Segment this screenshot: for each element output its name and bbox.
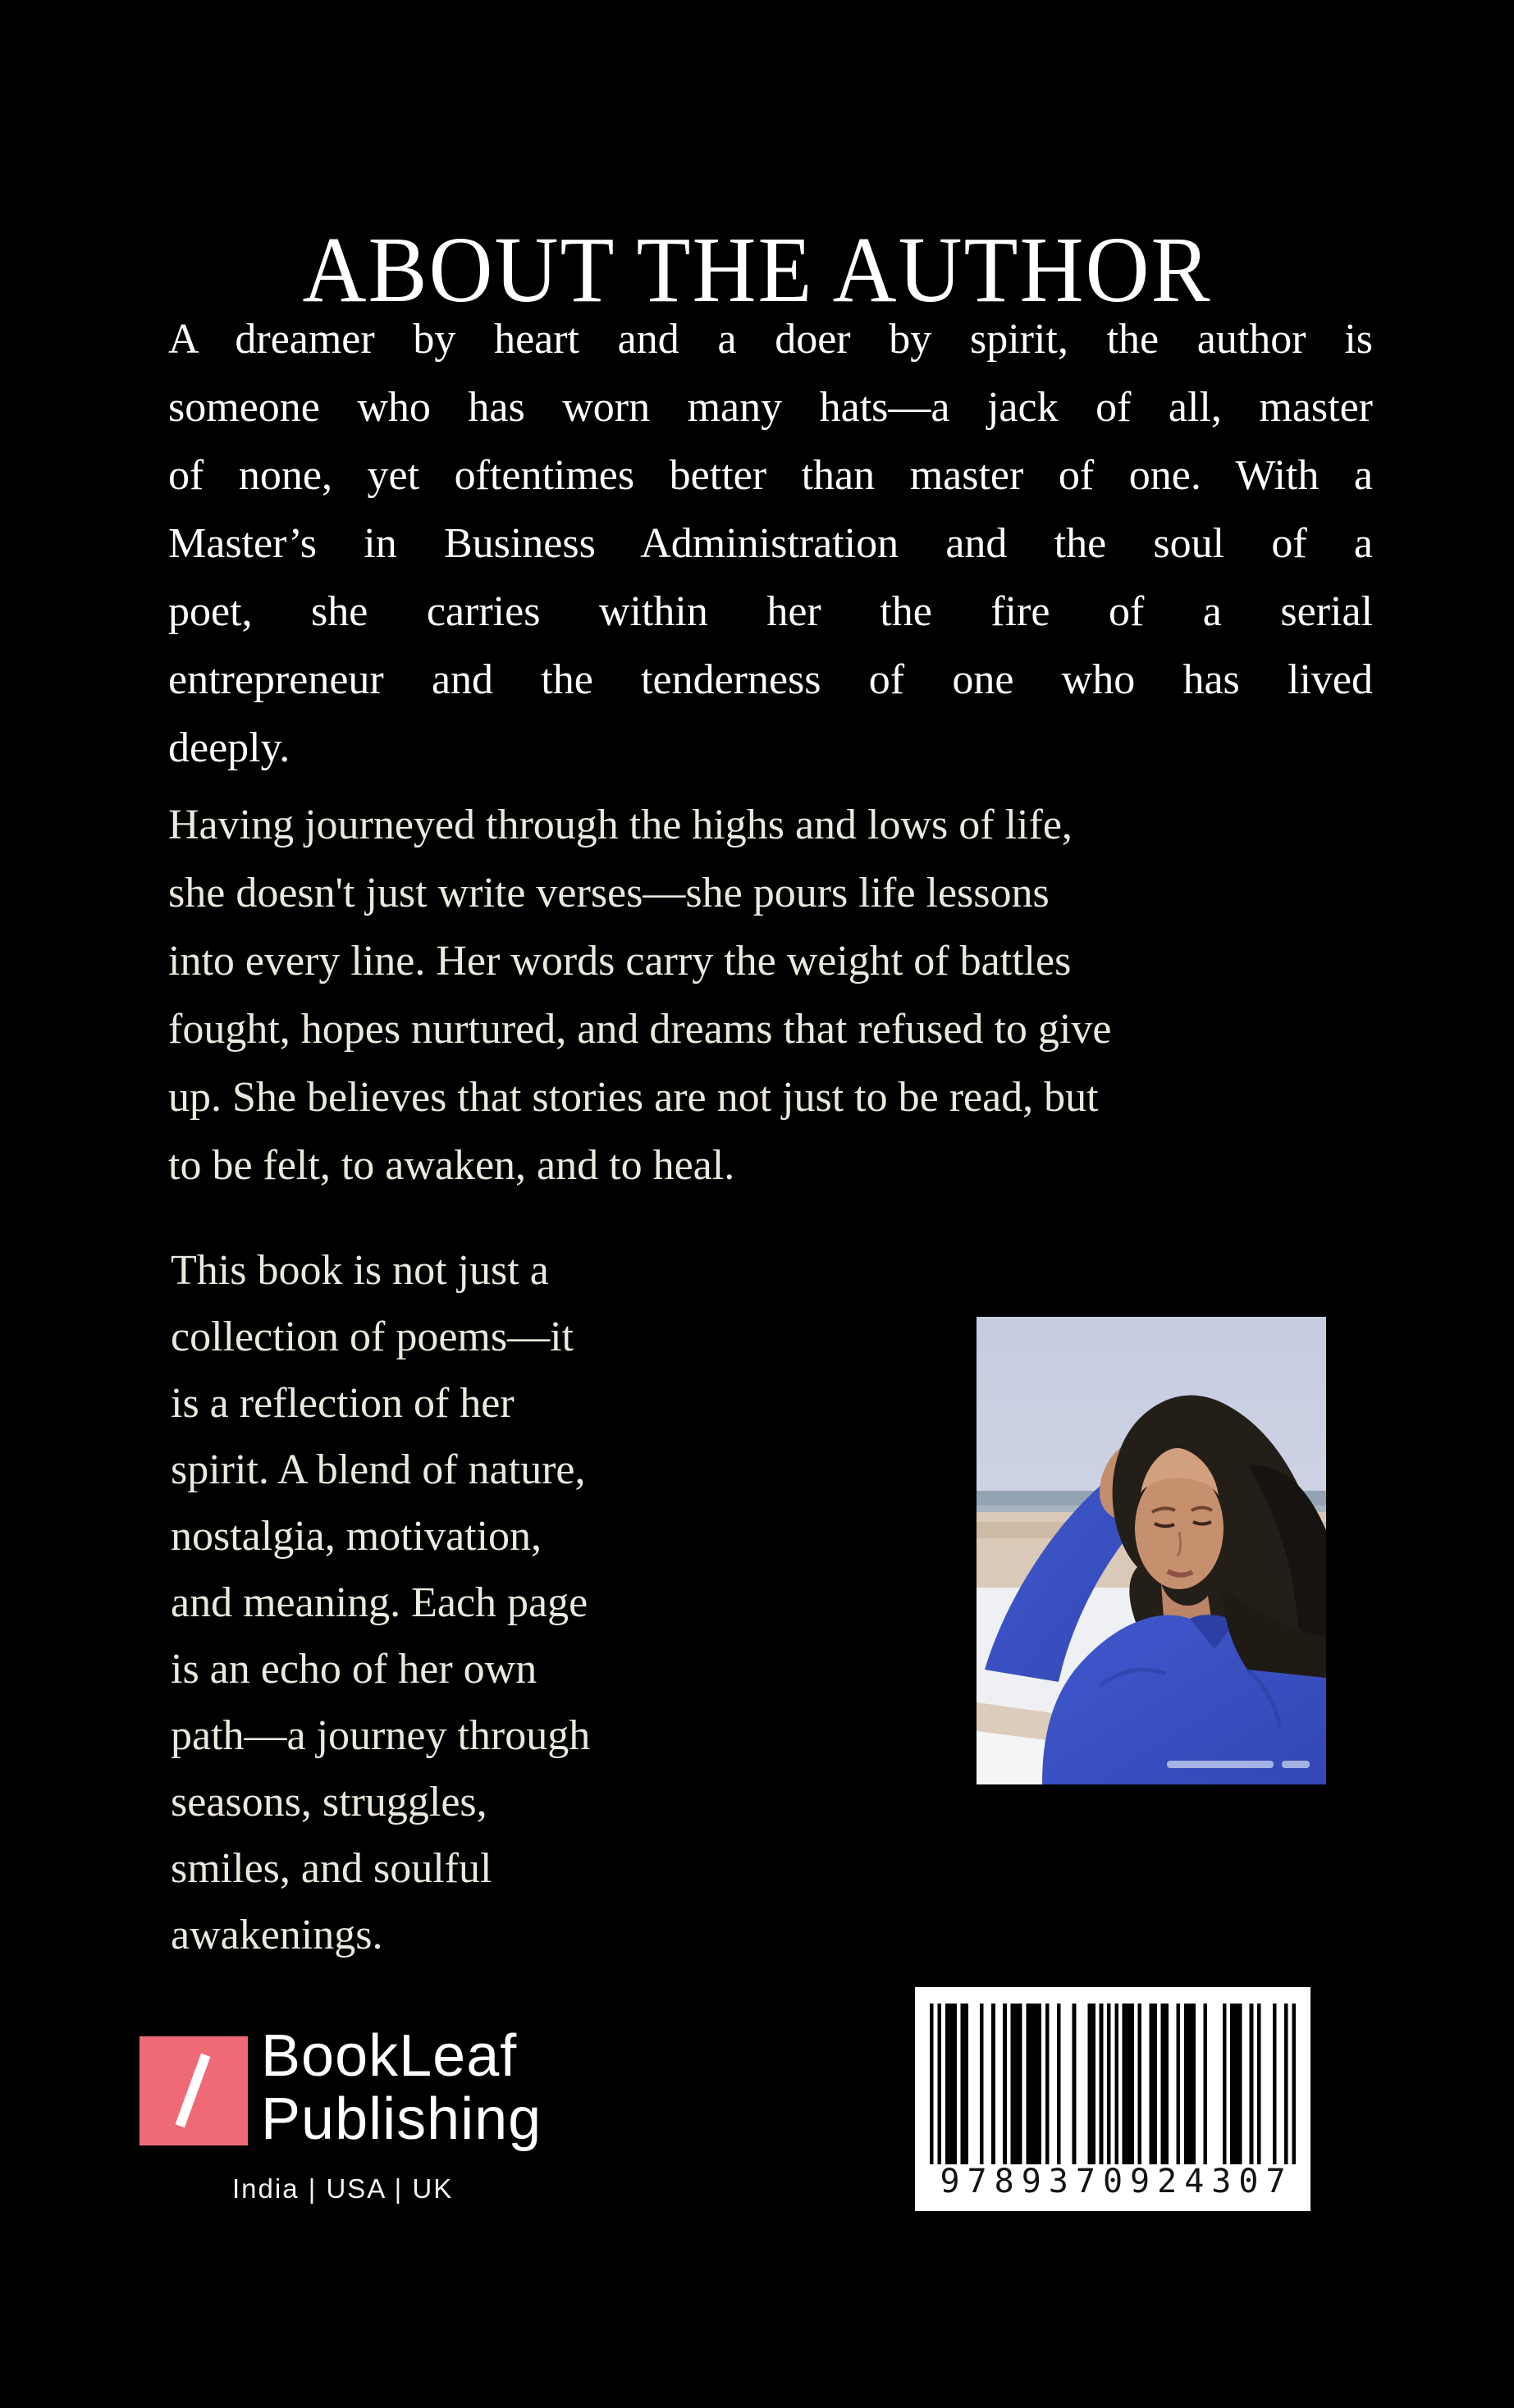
text-line: seasons, struggles, <box>171 1779 487 1825</box>
text-line: Master’s in Business Administration and the soul of a <box>168 520 1373 567</box>
text-line: spirit. A blend of nature, <box>171 1446 586 1493</box>
text-line: Having journeyed through the highs and lows of life, <box>168 802 1073 848</box>
text-line: smiles, and soulful <box>171 1845 492 1892</box>
text-line: fought, hopes nurtured, and dreams that refused to give <box>168 1006 1112 1053</box>
text-line: someone who has worn many hats—a jack of all, master <box>168 384 1373 431</box>
text-line: nostalgia, motivation, <box>171 1513 542 1560</box>
photo-watermark <box>1167 1761 1310 1768</box>
text-line: This book is not just a <box>171 1247 549 1294</box>
bookleaf-logo-icon <box>140 2036 248 2145</box>
bio-paragraph-2 <box>168 791 1424 1199</box>
text-line: deeply. <box>168 724 290 771</box>
bio-paragraph-1 <box>168 305 1373 782</box>
text-line: and meaning. Each page <box>171 1579 588 1626</box>
text-line: she doesn't just write verses—she pours life lessons <box>168 870 1050 916</box>
publisher-name-line1: BookLeaf <box>261 2023 518 2089</box>
text-line: of none, yet oftentimes better than master of one. With a <box>168 452 1373 499</box>
text-line: up. She believes that stories are not just to be read, but <box>168 1074 1099 1121</box>
isbn-barcode-panel <box>915 1987 1310 2211</box>
text-line: into every line. Her words carry the weight of battles <box>168 938 1072 985</box>
author-photo-illustration <box>977 1317 1326 1784</box>
text-line: path—a journey through <box>171 1712 591 1759</box>
text-line: A dreamer by heart and a doer by spirit, the author is <box>168 316 1373 363</box>
bio-paragraph-3 <box>171 1237 983 1968</box>
text-line: is a reflection of her <box>171 1380 515 1427</box>
author-photo <box>977 1317 1326 1784</box>
text-line: is an echo of her own <box>171 1646 537 1693</box>
slash-icon <box>176 2054 211 2128</box>
page-title: ABOUT THE AUTHOR <box>302 218 1212 322</box>
text-line: poet, she carries within her the fire of a serial <box>168 588 1373 635</box>
publisher-name <box>261 2025 542 2151</box>
text-line: to be felt, to awaken, and to heal. <box>168 1142 735 1189</box>
text-line: collection of poems—it <box>171 1314 574 1360</box>
text-line: awakenings. <box>171 1912 383 1958</box>
barcode-bars <box>930 2004 1296 2164</box>
publisher-regions: India | USA | UK <box>232 2173 454 2204</box>
isbn-number: 9789370924307 <box>940 2163 1293 2200</box>
text-line: entrepreneur and the tenderness of one who has lived <box>168 656 1373 703</box>
publisher-name-line2: Publishing <box>261 2086 542 2152</box>
